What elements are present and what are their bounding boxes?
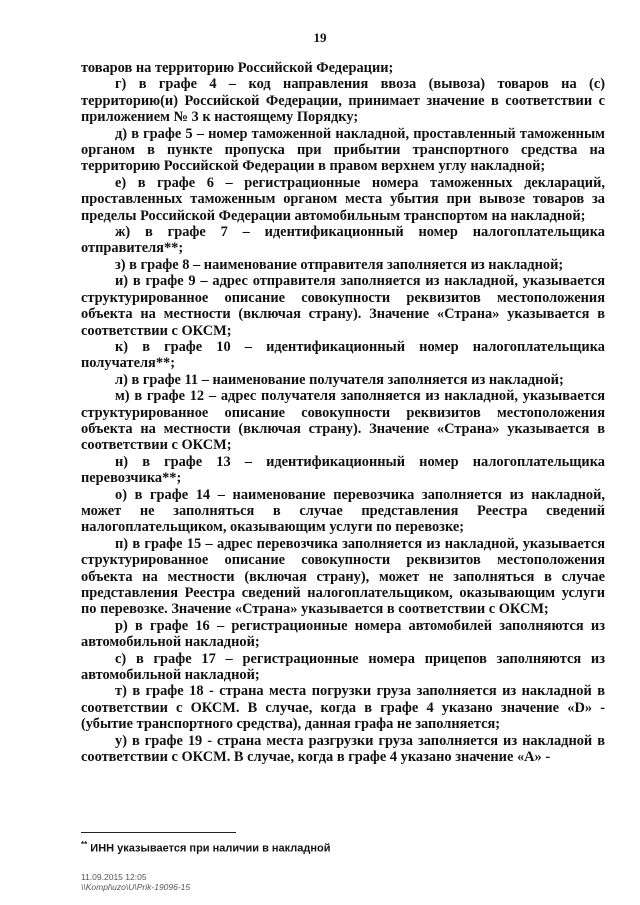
document-meta <box>81 872 190 892</box>
paragraph: р) в графе 16 – регистрационные номера автомобилей заполняются из автомобильной накладной; <box>81 617 605 651</box>
paragraph: с) в графе 17 – регистрационные номера прицепов заполняются из автомобильной накладной; <box>81 650 605 684</box>
meta-file-path: \\Kompl\uzo\U\Prik-19096-15 <box>81 882 191 892</box>
paragraph: и) в графе 9 – адрес отправителя заполняется из накладной, указывается структурированное описание совокупности реквизитов местоположения объекта на местности (включая страну). Значение «Страна» указывается в соответствии с ОКСМ; <box>81 273 605 339</box>
paragraph: д) в графе 5 – номер таможенной накладной, проставленный таможенным органом в пункте пропуска при прибытии транспортного средства на территорию Российской Федерации в правом верхнем углу накладной; <box>81 125 605 175</box>
footnote-text: ИНН указывается при наличии в накладной <box>90 842 331 855</box>
paragraph: н) в графе 13 – идентификационный номер налогоплательщика перевозчика**; <box>81 453 605 487</box>
paragraph: п) в графе 15 – адрес перевозчика заполняется из накладной, указывается структурированное описание совокупности реквизитов местоположения объекта на местности (включая страну), может не заполняться в случае представления Реестра сведений налогоплательщиком, оказывающим услуги по перевозке. Значение «Страна» указывается в соответствии с ОКСМ; <box>81 535 605 618</box>
paragraph: т) в графе 18 - страна места погрузки груза заполняется из накладной в соответствии с ОКСМ. В случае, когда в графе 4 указано значение «D» - (убытие транспортного средства), данная графа не заполняется; <box>81 683 605 733</box>
paragraph: у) в графе 19 - страна места разгрузки груза заполняется из накладной в соответствии с ОКСМ. В случае, когда в графе 4 указано значение «A» - <box>81 732 605 766</box>
paragraph: ж) в графе 7 – идентификационный номер налогоплательщика отправителя**; <box>81 224 605 257</box>
footnote-divider <box>81 832 236 833</box>
paragraph: з) в графе 8 – наименование отправителя заполняется из накладной; <box>115 256 564 273</box>
paragraph: м) в графе 12 – адрес получателя заполняется из накладной, указывается структурированное описание совокупности реквизитов местоположения объекта на местности (включая страну). Значение «Страна» указывается в соответствии с ОКСМ; <box>81 388 605 454</box>
paragraph: г) в графе 4 – код направления ввоза (вывоза) товаров на (с) территорию(и) Российской Федерации, принимает значение в соответствии с приложением № 3 к настоящему Порядку; <box>81 76 605 126</box>
paragraph: л) в графе 11 – наименование получателя заполняется из накладной; <box>115 371 564 388</box>
meta-timestamp: 11.09.2015 12:05 <box>81 872 147 882</box>
document-body <box>81 60 605 765</box>
page-number: 19 <box>313 30 327 45</box>
footnote-mark: ** <box>81 840 88 849</box>
footnote <box>81 840 331 855</box>
paragraph: товаров на территорию Российской Федерации; <box>81 60 394 76</box>
paragraph: к) в графе 10 – идентификационный номер налогоплательщика получателя**; <box>81 338 605 372</box>
paragraph: о) в графе 14 – наименование перевозчика заполняется из накладной, может не заполняться в случае представления Реестра сведений налогоплательщиком, оказывающим услуги по перевозке; <box>81 486 605 536</box>
paragraph: е) в графе 6 – регистрационные номера таможенных деклараций, проставленных таможенным органом места убытия при вывозе товаров за пределы Российской Федерации автомобильным транспортом на накладной; <box>81 174 605 224</box>
